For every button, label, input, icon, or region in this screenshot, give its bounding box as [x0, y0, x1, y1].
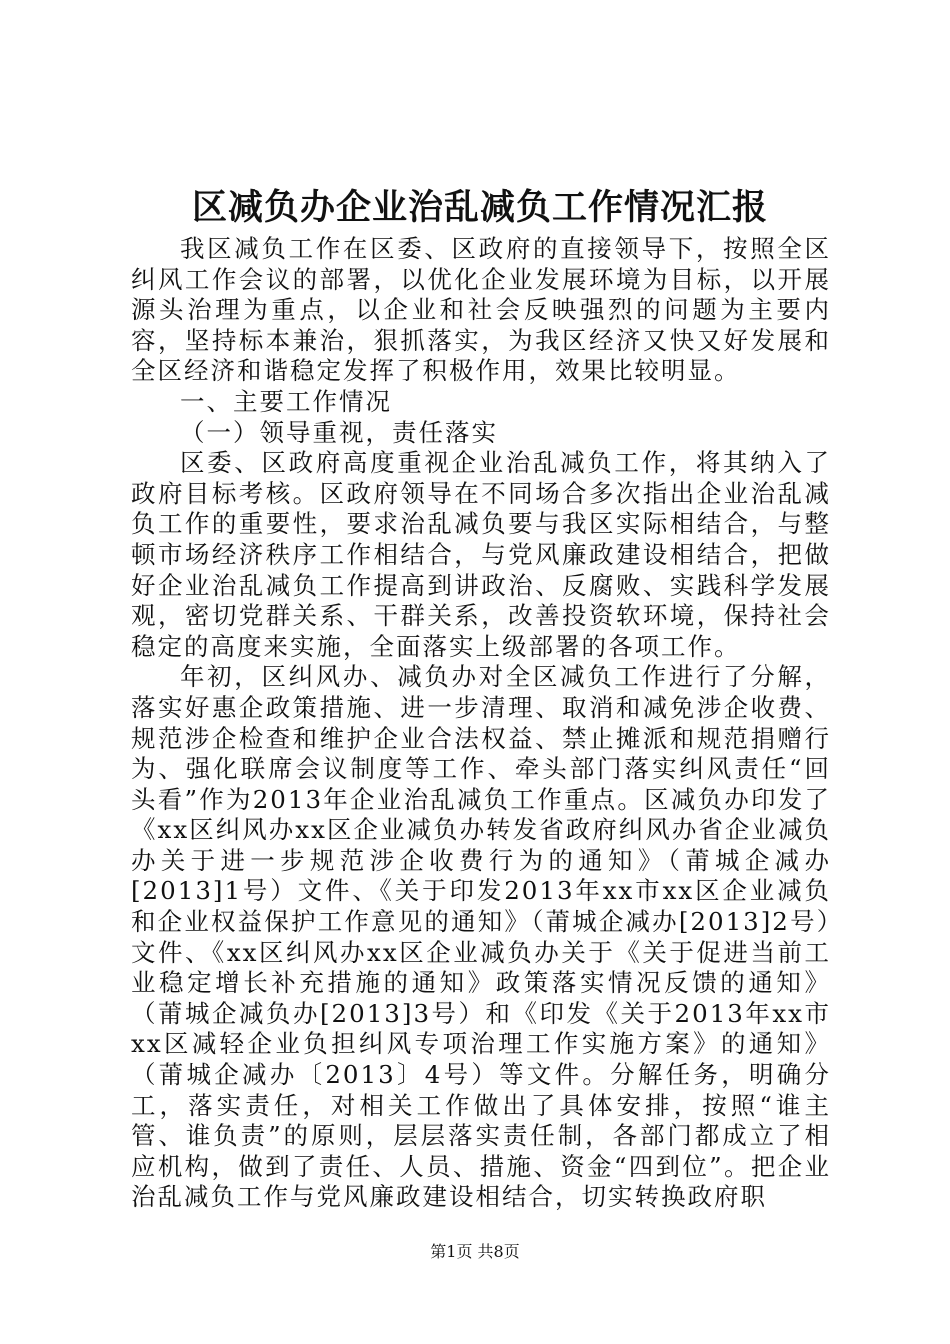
- section-heading: 一、主要工作情况: [180, 386, 392, 416]
- intro-paragraph: 我区减负工作在区委、区政府的直接领导下，按照全区纠风工作会议的部署，以优化企业发展环境为目标，以开展源头治理为重点，以企业和社会反映强烈的问题为主要内容，坚持标本兼治，狠抓落实，为我区经济又快又好发展和全区经济和谐稳定发挥了积极作用，效果比较明显。: [131, 234, 831, 386]
- subsection-heading: （一）领导重视，责任落实: [180, 417, 498, 447]
- page-footer: 第1页 共8页: [430, 1242, 520, 1261]
- body-paragraph: 区委、区政府高度重视企业治乱减负工作，将其纳入了政府目标考核。区政府领导在不同场合多次指出企业治乱减负工作的重要性，要求治乱减负要与我区实际相结合，与整顿市场经济秩序工作相结合，与党风廉政建设相结合，把做好企业治乱减负工作提高到讲政治、反腐败、实践科学发展观，密切党群关系、干群关系，改善投资软环境，保持社会稳定的高度来实施，全面落实上级部署的各项工作。: [131, 448, 831, 661]
- document-body: [131, 234, 831, 1213]
- document-title: 区减负办企业治乱减负工作情况汇报: [191, 187, 768, 228]
- body-paragraph: 年初，区纠风办、减负办对全区减负工作进行了分解，落实好惠企政策措施、进一步清理、取消和减免涉企收费、规范涉企检查和维护企业合法权益、禁止摊派和规范捐赠行为、强化联席会议制度等工作、牵头部门落实纠风责任“回头看”作为2013年企业治乱减负工作重点。区减负办印发了《xx区纠风办xx区企业减负办转发省政府纠风办省企业减负办关于进一步规范涉企收费行为的通知》（莆城企减办[2013]1号）文件、《关于印发2013年xx市xx区企业减负和企业权益保护工作意见的通知》（莆城企减办[2013]2号）文件、《xx区纠风办xx区企业减负办关于《关于促进当前工业稳定增长补充措施的通知》政策落实情况反馈的通知》（莆城企减负办[2013]3号）和《印发《关于2013年xx市xx区减轻企业负担纠风专项治理工作实施方案》的通知》（莆城企减办〔2013〕4号）等文件。分解任务，明确分工，落实责任，对相关工作做出了具体安排，按照“谁主管、谁负责”的原则，层层落实责任制，各部门都成立了相应机构，做到了责任、人员、措施、资金“四到位”。把企业治乱减负工作与党风廉政建设相结合，切实转换政府职: [131, 662, 831, 1212]
